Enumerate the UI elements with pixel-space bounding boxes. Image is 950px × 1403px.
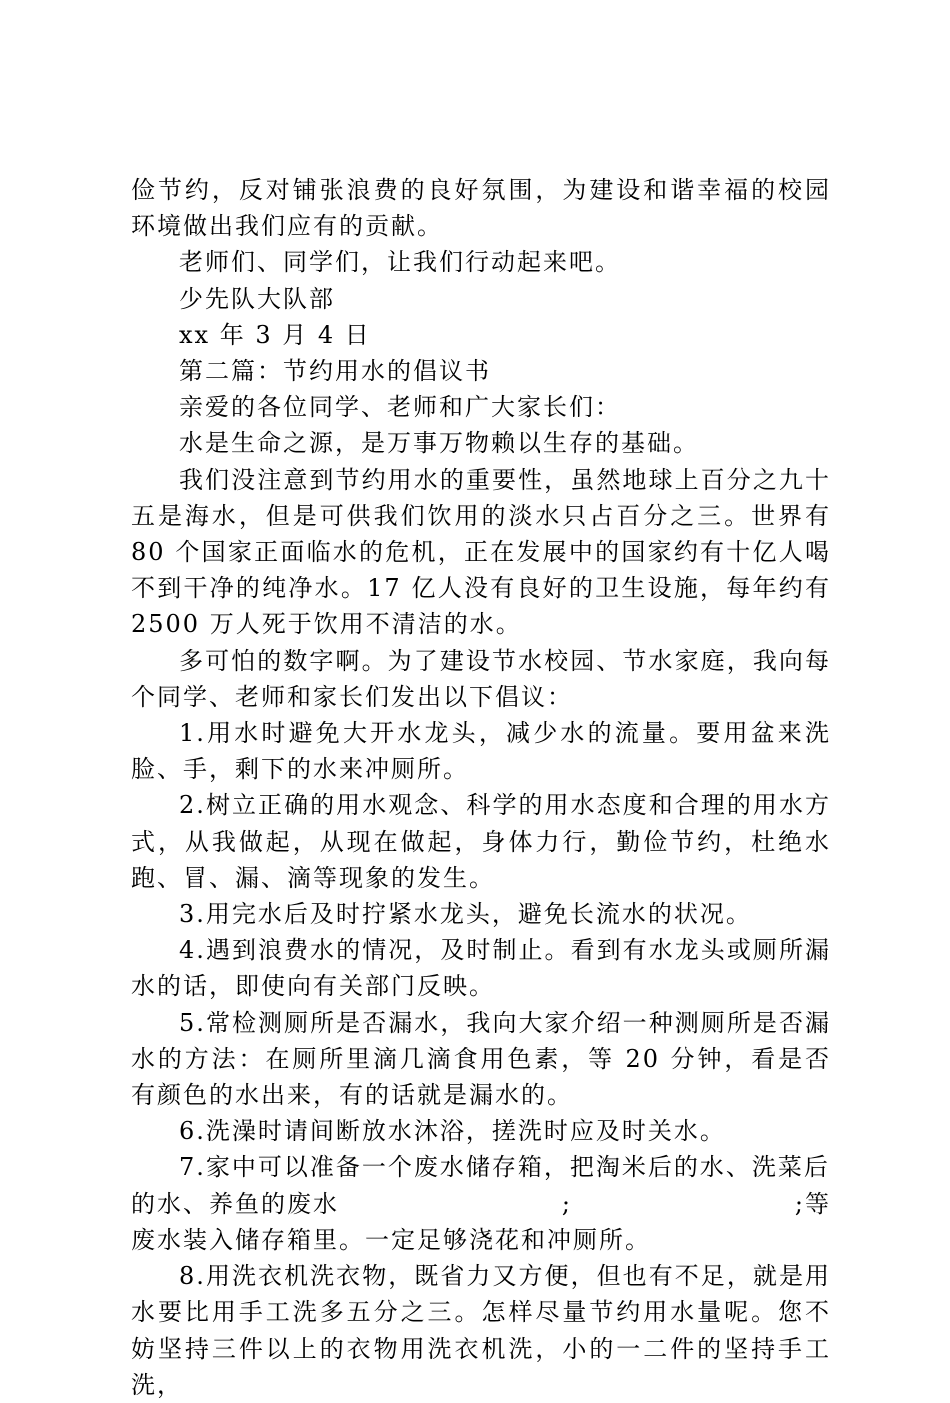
proposal-item-7-line-3: 废水装入储存箱里。一定足够浇花和冲厕所。 [131,1225,651,1254]
proposal-item-8: 8.用洗衣机洗衣物，既省力又方便，但也有不足，就是用水要比用手工洗多五分之三。怎样尽量节约用水量呢。您不妨坚持三件以上的衣物用洗衣机洗，小的一二件的坚持手工洗， [131,1262,831,1399]
signature-date: xx 年 3 月 4 日 [179,320,371,349]
proposal-item-7-line-1: 7.家中可以准备一个废水储存箱，把淘米后的水、洗菜后 [179,1153,830,1182]
paragraph-proposal-intro: 多可怕的数字啊。为了建设节水校园、节水家庭，我向每个同学、老师和家长们发出以下倡议： [131,646,831,711]
proposal-item-1: 1.用水时避免大开水龙头，减少水的流量。要用盆来洗脸、手，剩下的水来冲厕所。 [131,719,831,784]
proposal-item-7-line-2-end: ;等 [794,1189,831,1218]
proposal-item-6: 6.洗澡时请间断放水沐浴，搓洗时应及时关水。 [179,1117,726,1146]
proposal-item-2: 2.树立正确的用水观念、科学的用水态度和合理的用水方式，从我做起，从现在做起，身体力行，勤俭节约，杜绝水跑、冒、漏、滴等现象的发生。 [131,791,831,892]
proposal-item-4: 4.遇到浪费水的情况，及时制止。看到有水龙头或厕所漏水的话，即使向有关部门反映。 [131,936,831,1001]
proposal-item-7 [131,1149,831,1258]
paragraph-water-source: 水是生命之源，是万事万物赖以生存的基础。 [179,429,699,458]
proposal-item-3: 3.用完水后及时拧紧水龙头，避免长流水的状况。 [179,900,752,929]
proposal-item-7-line-2-start: 的水、养鱼的废水 [131,1189,339,1218]
signature-organization: 少先队大队部 [179,284,335,313]
paragraph-intro-continuation: 俭节约，反对铺张浪费的良好氛围，为建设和谐幸福的校园环境做出我们应有的贡献。 [131,176,831,241]
proposal-item-5: 5.常检测厕所是否漏水，我向大家介绍一种测厕所是否漏水的方法：在厕所里滴几滴食用色素，等 20 分钟，看是否有颜色的水出来，有的话就是漏水的。 [131,1008,831,1110]
salutation: 亲爱的各位同学、老师和广大家长们： [179,393,621,422]
proposal-item-7-line-2 [131,1186,831,1222]
document-page [131,172,831,1403]
proposal-item-7-line-2-mid: ; [561,1189,572,1218]
paragraph-call-to-action: 老师们、同学们，让我们行动起来吧。 [179,248,621,277]
section-title: 第二篇：节约用水的倡议书 [179,357,491,386]
paragraph-water-facts: 我们没注意到节约用水的重要性，虽然地球上百分之九十五是海水，但是可供我们饮用的淡水只占百分之三。世界有 80 个国家正面临水的危机，正在发展中的国家约有十亿人喝不到干净的纯净水。17 亿人没有良好的卫生设施，每年约有 2500 万人死于饮用不清洁的水。 [131,465,831,639]
